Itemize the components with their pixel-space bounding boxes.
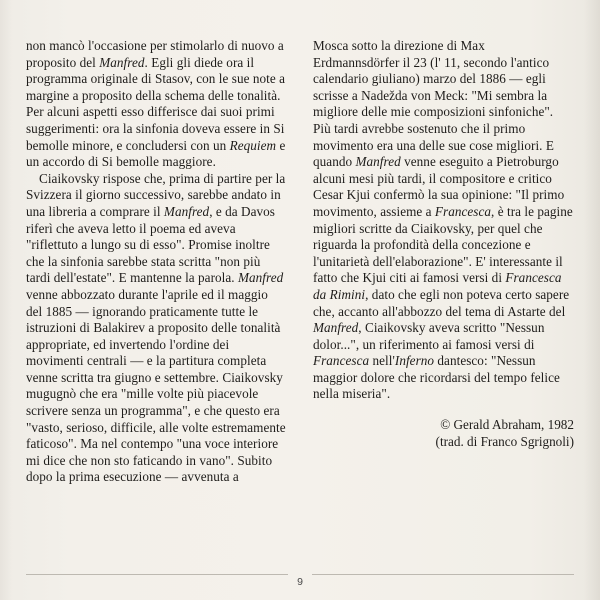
credit-translator: (trad. di Franco Sgrignoli) bbox=[435, 433, 574, 449]
page-number: 9 bbox=[297, 576, 303, 588]
paragraph: Ciaikovsky rispose che, prima di partire per la Svizzera il giorno successivo, sarebbe andato in una libreria a comprare il Manfred, e da Davos riferì che aveva letto il poema ed aveva "riflettuto a lungo su di esso". Promise inoltre che la sinfonia sarebbe stata scritta "non più tardi dell'estate". E mantenne la parola. Manfred venne abbozzato durante l'aprile ed il maggio del 1885 — ignorando praticamente tutte le istruzioni di Balakirev a proposito delle tonalità appropriate, ed invertendo l'ordine dei movimenti centrali — e la partitura completa venne scritta tra giugno e settembre. Ciaikovsky mugugnò che era "mille volte più piacevole scrivere senza un programma", e che questo era "vasto, serioso, difficile, alle volte estremamente faticoso". Ma nel contempo "una voce interiore mi dice che non sto faticando in vano". Subito dopo la prima esecuzione — avvenuta a bbox=[26, 170, 286, 485]
page-left-shading bbox=[0, 0, 12, 600]
left-column bbox=[26, 38, 287, 486]
text-columns bbox=[26, 38, 574, 486]
footer-rule-right bbox=[312, 574, 574, 575]
paragraph: non mancò l'occasione per stimolarlo di nuovo a proposito del Manfred. Egli gli diede ora il programma originale di Stasov, con le sue note a margine a proposito della schema delle tonalità. Per alcuni aspetti esso differisce dai suoi primi suggerimenti: ora la sinfonia doveva essere in Si bemolle minore, e concludersi con un Requiem e un accordo di Si bemolle maggiore. bbox=[26, 38, 286, 170]
footer-rule-left bbox=[26, 574, 288, 575]
bleed-through-text bbox=[312, 492, 574, 570]
paragraph: Mosca sotto la direzione di Max Erdmannsdörfer il 23 (l' 11, secondo l'antico calendario giuliano) marzo del 1886 — egli scrisse a Nadežda von Meck: "Mi sembra la migliore delle mie composizioni sinfoniche". Più tardi avrebbe sostenuto che il primo movimento era una delle sue cose migliori. E quando Manfred venne eseguito a Pietroburgo alcuni mesi più tardi, il compositore e critico Cesar Kjui confermò la sua opinione: "Il primo movimento, assieme a Francesca, è tra le pagine migliori scritte da Ciaikovsky, per quel che riguarda la profondità della concezione e l'unitarietà dell'elaborazione". E' interessante il fatto che Kjui citi ai famosi versi di Francesca da Rimini, dato che egli non poteva certo sapere che, accanto all'abbozzo del tema di Astarte del Manfred, Ciaikovsky aveva scritto "Nessun dolor...", un riferimento ai famosi versi di Francesca nell'Inferno dantesco: "Nessun maggior dolore che ricordarsi del tempo felice nella miseria". bbox=[313, 38, 573, 402]
right-column bbox=[313, 38, 574, 486]
credit-block bbox=[313, 417, 574, 450]
page-right-shading bbox=[584, 0, 600, 600]
credit-copyright: © Gerald Abraham, 1982 bbox=[440, 417, 574, 433]
